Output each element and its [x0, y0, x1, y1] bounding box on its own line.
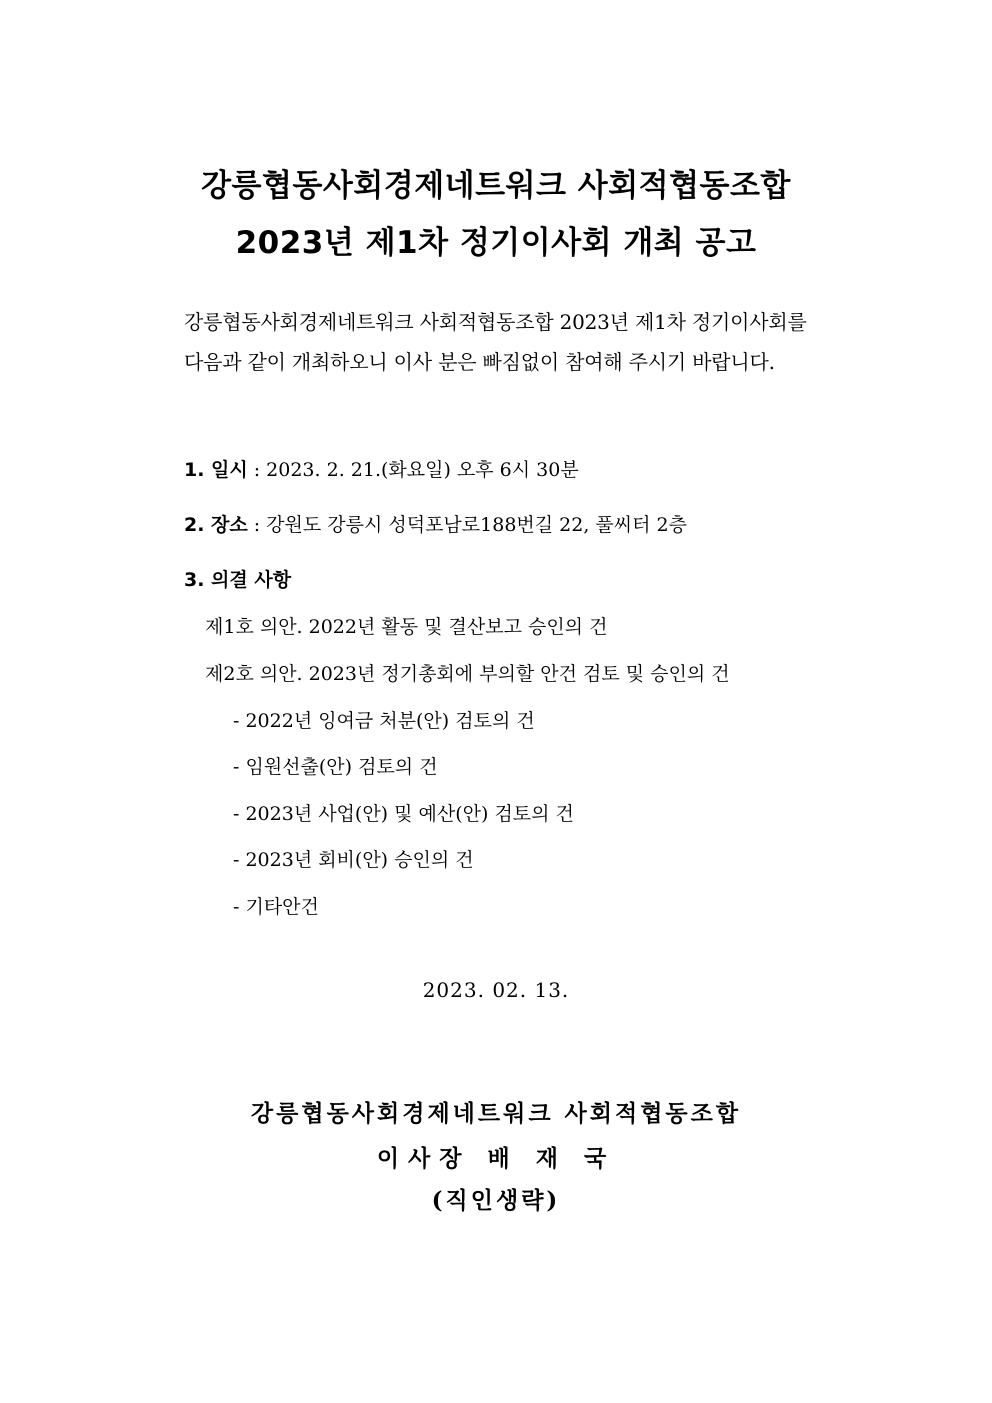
agenda-subitem-1: - 2022년 잉여금 처분(안) 검토의 건: [233, 710, 535, 732]
venue-separator: :: [253, 514, 261, 536]
notice-date: 2023. 02. 13.: [422, 978, 570, 1002]
venue-value: 강원도 강릉시 성덕포남로188번길 22, 풀씨터 2층: [266, 514, 687, 536]
agenda-item-2: 제2호 의안. 2023년 정기총회에 부의할 안건 검토 및 승인의 건: [205, 663, 730, 685]
venue-row: [184, 510, 687, 537]
agenda-subitem-5: - 기타안건: [233, 896, 319, 918]
schedule-separator: :: [253, 459, 261, 481]
intro-line2: 다음과 같이 개최하오니 이사 분은 빠짐없이 참여해 주시기 바랍니다.: [184, 350, 775, 374]
signature-chair: 이사장 배 재 국: [376, 1145, 616, 1172]
document-title-line2: 2023년 제1차 정기이사회 개최 공고: [235, 225, 757, 261]
agenda-subitem-3: - 2023년 사업(안) 및 예산(안) 검토의 건: [233, 803, 574, 825]
agenda-subitem-2: - 임원선출(안) 검토의 건: [233, 756, 438, 778]
schedule-row: [184, 455, 579, 482]
agenda-label: 3. 의결 사항: [184, 569, 292, 591]
schedule-label: 1. 일시: [184, 459, 248, 481]
signature-org: 강릉협동사회경제네트워크 사회적협동조합: [250, 1100, 742, 1127]
signature-seal: (직인생략): [431, 1187, 561, 1214]
venue-label: 2. 장소: [184, 514, 248, 536]
agenda-item-1: 제1호 의안. 2022년 활동 및 결산보고 승인의 건: [205, 616, 608, 638]
intro-line1: 강릉협동사회경제네트워크 사회적협동조합 2023년 제1차 정기이사회를: [184, 310, 807, 334]
schedule-value: 2023. 2. 21.(화요일) 오후 6시 30분: [266, 459, 579, 481]
agenda-heading: [184, 565, 291, 592]
agenda-subitem-4: - 2023년 회비(안) 승인의 건: [233, 849, 474, 871]
document-title-line1: 강릉협동사회경제네트워크 사회적협동조합: [201, 168, 791, 204]
